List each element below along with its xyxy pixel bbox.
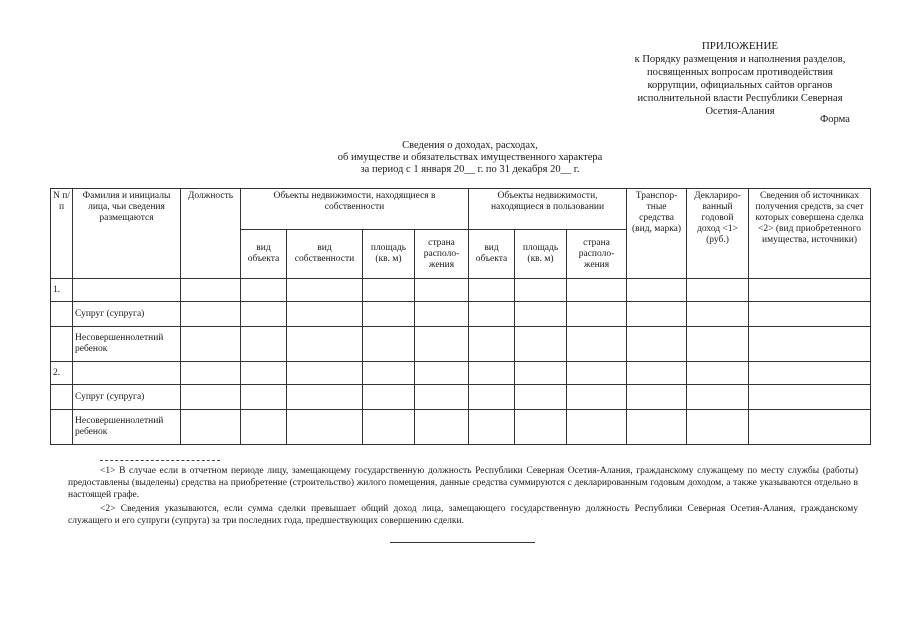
row-num xyxy=(51,302,73,327)
row-num: 1. xyxy=(51,279,73,302)
row-name: Несовершеннолетний ребенок xyxy=(73,327,181,362)
subheader-owned-area: площадь (кв. м) xyxy=(363,230,415,279)
row-num xyxy=(51,410,73,445)
table-row xyxy=(51,279,871,302)
table-row xyxy=(51,410,871,445)
appendix-block xyxy=(600,40,880,118)
document-title xyxy=(290,140,650,176)
header-transport: Транспор-тные средства (вид, марка) xyxy=(627,189,687,279)
appendix-line: коррупции, официальных сайтов органов xyxy=(647,80,833,91)
appendix-title: ПРИЛОЖЕНИЕ xyxy=(701,40,779,52)
title-line: об имуществе и обязательствах имущественного характера xyxy=(337,152,603,163)
table-row xyxy=(51,302,871,327)
table-row xyxy=(51,385,871,410)
header-sources: Сведения об источниках получения средств, за счет которых совершена сделка <2> (вид приобретенного имущества, источники) xyxy=(749,189,871,279)
row-name xyxy=(73,362,181,385)
title-line: за период с 1 января 20__ г. по 31 декабря 20__ г. xyxy=(360,164,580,175)
footnote-1: <1> В случае если в отчетном периоде лицу, замещающему государственную должность Республики Северная Осетия-Алания, гражданскому служащему по месту службы (работы) предоставлены (выделены) средства на приобретение (строительство) жилого помещения, данные средства суммируются с декларированным годовым доходом, а также указываются отдельно в настоящей графе. xyxy=(68,466,858,500)
end-line xyxy=(390,542,535,543)
appendix-line: посвященных вопросам противодействия xyxy=(647,67,833,78)
table-row xyxy=(51,362,871,385)
footnote-2: <2> Сведения указываются, если сумма сделки превышает общий доход лица, замещающего государственную должность Республики Северная Осетия-Алания, гражданскому служащего и его супруги (супруга) за три последних года, предшествующих совершению сделки. xyxy=(68,504,858,526)
income-table xyxy=(50,188,871,445)
subheader-owned-type: вид объекта xyxy=(241,230,287,279)
row-name: Супруг (супруга) xyxy=(73,302,181,327)
row-num xyxy=(51,327,73,362)
header-num: N п/п xyxy=(51,189,73,279)
header-income: Деклариро-ванный годовой доход <1> (руб.) xyxy=(687,189,749,279)
row-num: 2. xyxy=(51,362,73,385)
appendix-line: исполнительной власти Республики Северная xyxy=(637,93,843,104)
header-owned-group: Объекты недвижимости, находящиеся в собственности xyxy=(241,189,469,230)
row-name: Несовершеннолетний ребенок xyxy=(73,410,181,445)
header-name: Фамилия и инициалы лица, чьи сведения размещаются xyxy=(73,189,181,279)
footnotes xyxy=(68,460,858,529)
title-line: Сведения о доходах, расходах, xyxy=(402,140,538,151)
subheader-used-area: площадь (кв. м) xyxy=(515,230,567,279)
appendix-line: к Порядку размещения и наполнения разделов, xyxy=(634,54,846,65)
appendix-line: Осетия-Алания xyxy=(705,106,775,117)
table-row xyxy=(51,327,871,362)
header-used-group: Объекты недвижимости, находящиеся в пользовании xyxy=(469,189,627,230)
row-name xyxy=(73,279,181,302)
subheader-used-country: страна располо-жения xyxy=(567,230,627,279)
subheader-owned-ownership: вид собственности xyxy=(287,230,363,279)
subheader-owned-country: страна располо-жения xyxy=(415,230,469,279)
subheader-used-type: вид объекта xyxy=(469,230,515,279)
header-position: Должность xyxy=(181,189,241,279)
form-label: Форма xyxy=(820,114,850,125)
row-num xyxy=(51,385,73,410)
footnote-separator xyxy=(100,460,220,461)
row-name: Супруг (супруга) xyxy=(73,385,181,410)
